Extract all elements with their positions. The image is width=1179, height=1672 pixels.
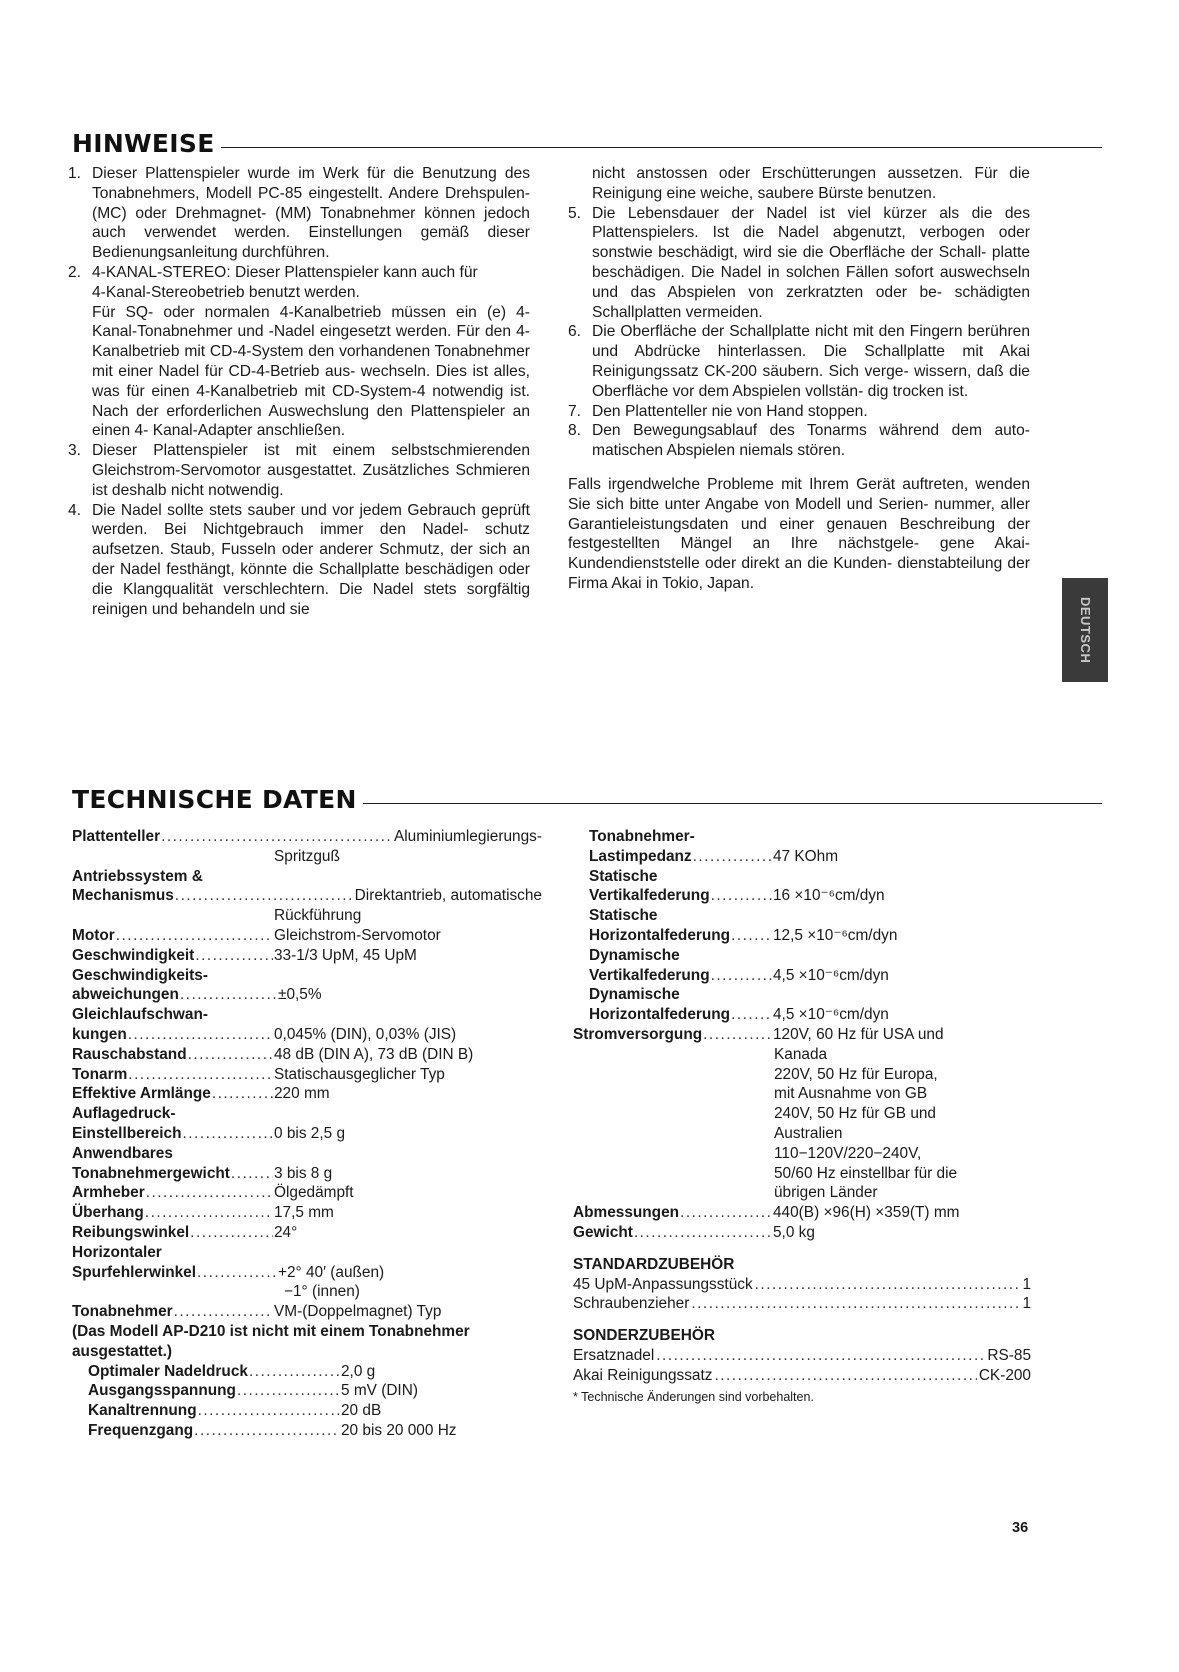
- spec-row: Stromversorgung ..... 120V, 60 Hz für USA und: [573, 1025, 1031, 1045]
- specs-right-column: [573, 827, 1031, 1406]
- spec-value-cont: mit Ausnahme von GB: [774, 1085, 928, 1103]
- spec-value-cont: Australien: [774, 1124, 843, 1142]
- spec-label: Auflagedruck-: [72, 1105, 176, 1123]
- spec-row: Überhang ..... 17,5 mm: [72, 1203, 542, 1223]
- spec-row: Tonabnehmer ..... VM-(Doppelmagnet) Typ: [72, 1302, 542, 1322]
- spec-label: Dynamische: [589, 946, 680, 964]
- spec-row: Mechanismus ..... Direktantrieb, automatische: [72, 886, 542, 906]
- header-rule: [363, 803, 1102, 804]
- note-continuation: nicht anstossen oder Erschütterungen aussetzen. Für die Reinigung eine weiche, saubere Bürste benutzen.: [592, 165, 1030, 202]
- spec-row: Geschwindigkeit ..... 33-1/3 UpM, 45 UpM: [72, 946, 542, 966]
- note-item: 7. Den Plattenteller nie von Hand stoppen.: [568, 402, 868, 420]
- spec-row: Kanaltrennung ..... 20 dB: [88, 1401, 542, 1421]
- hinweise-title: HINWEISE: [72, 129, 215, 158]
- spec-value-cont: 50/60 Hz einstellbar für die: [774, 1164, 958, 1182]
- spec-value-cont: übrigen Länder: [774, 1184, 878, 1202]
- spec-label: Tonabnehmer-: [589, 828, 695, 845]
- spec-value-cont: 110−120V/220−240V,: [774, 1144, 922, 1162]
- note-item: 3. Dieser Plattenspieler ist mit einem selbstschmierenden Gleichstrom-Servomotor ausgestattet. Zusätzliches Schmieren ist deshalb nicht notwendig.: [68, 442, 530, 499]
- accessory-row: Ersatznadel ..... RS-85: [573, 1346, 1031, 1366]
- cartridge-note: ausgestattet.): [72, 1342, 173, 1360]
- spec-value-cont: −1° (innen): [284, 1283, 360, 1301]
- note-item: 6. Die Oberfläche der Schallplatte nicht mit den Fingern berühren und Abdrücke hinterlassen. Die Schallplatte mit Akai Reinigungssatz CK-200 säubern. Sich verge- wissern, daß die Oberfläche vor dem Abspielen vollstän- dig trocken ist.: [568, 323, 1031, 400]
- spec-row: Motor ..... Gleichstrom-Servomotor: [72, 926, 542, 946]
- spec-value-cont: 240V, 50 Hz für GB und: [774, 1105, 936, 1123]
- spec-row: Einstellbereich ..... 0 bis 2,5 g: [72, 1124, 542, 1144]
- service-paragraph: Falls irgendwelche Probleme mit Ihrem Gerät auftreten, wenden Sie sich bitte unter Angabe von Modell und Serien- nummer, aller Garantieleistungsdaten und einer genauen Beschreibung der festgestellten Mängel an Ihre nächstgele- gene Akai-Kundendienststelle oder direkt an die Kunden- dienstabteilung der Firma Akai in Tokio, Japan.: [568, 475, 1030, 592]
- spec-row: Horizontalfederung ..... 4,5 ×10⁻⁶cm/dyn: [589, 1005, 1031, 1025]
- cartridge-specs-cont: [573, 827, 1031, 1025]
- spec-row: Tonarm ..... Statischausgeglicher Typ: [72, 1065, 542, 1085]
- header-rule: [221, 147, 1102, 148]
- standard-accessories-title: STANDARDZUBEHÖR: [573, 1255, 735, 1273]
- spec-label: Dynamische: [589, 986, 680, 1004]
- spec-row: Vertikalfederung ..... 16 ×10⁻⁶cm/dyn: [589, 886, 1031, 906]
- spec-row: Ausgangsspannung ..... 5 mV (DIN): [88, 1381, 542, 1401]
- accessory-row: Akai Reinigungssatz ..... CK-200: [573, 1366, 1031, 1386]
- spec-row: Horizontalfederung ..... 12,5 ×10⁻⁶cm/dyn: [589, 926, 1031, 946]
- spec-label: Anwendbares: [72, 1144, 173, 1162]
- hinweise-header: [72, 130, 1102, 158]
- spec-row: Effektive Armlänge ..... 220 mm: [72, 1084, 542, 1104]
- spec-row: Gewicht ..... 5,0 kg: [573, 1223, 1031, 1243]
- spec-row: Armheber ..... Ölgedämpft: [72, 1183, 542, 1203]
- spec-value-cont: Kanada: [774, 1045, 828, 1063]
- hinweise-right-column: [568, 164, 1030, 594]
- spec-label: Gleichlaufschwan-: [72, 1006, 208, 1024]
- cartridge-specs: [72, 1362, 542, 1441]
- footnote: * Technische Änderungen sind vorbehalten.: [573, 1389, 814, 1404]
- power-supply-details: [573, 1045, 1031, 1203]
- note-item: 8. Den Bewegungsablauf des Tonarms während dem auto- matischen Abspielen niemals stören.: [568, 422, 1030, 460]
- technische-daten-header: [72, 786, 1102, 814]
- spec-value-cont: 220V, 50 Hz für Europa,: [774, 1065, 938, 1083]
- spec-label: Antriebssystem &: [72, 867, 203, 885]
- spec-row: Vertikalfederung ..... 4,5 ×10⁻⁶cm/dyn: [589, 966, 1031, 986]
- spec-row: Optimaler Nadeldruck ..... 2,0 g: [88, 1362, 542, 1382]
- spec-label: Statische: [589, 867, 658, 885]
- spec-value-cont: Rückführung: [274, 907, 362, 925]
- spec-row: Tonabnehmergewicht ..... 3 bis 8 g: [72, 1164, 542, 1184]
- spec-row: Frequenzgang ..... 20 bis 20 000 Hz: [88, 1421, 542, 1441]
- spec-label: Geschwindigkeits-: [72, 966, 208, 984]
- spec-row: abweichungen ..... ±0,5%: [72, 985, 542, 1005]
- note-item: 2. 4-KANAL-STEREO: Dieser Plattenspieler kann auch für 4-Kanal-Stereobetrieb benutzt werden. Für SQ- oder normalen 4-Kanalbetrieb müssen ein (e) 4- Kanal-Tonabnehmer und -Nadel eingesetzt werden. Für den 4-Kanalbetrieb mit CD-4-System den vorhandenen Tonabnehmer mit einer Nadel für CD-4-Betrieb aus- wechseln. Dies ist alles, was für einen 4-Kanalbetrieb mit CD-System-4 notwendig ist. Nach der erforderlichen Auswechslung den Plattenspieler an einen 4- Kanal-Adapter anschließen.: [68, 263, 530, 440]
- note-item: 5. Die Lebensdauer der Nadel ist viel kürzer als die des Plattenspielers. Ist die Nadel abgenutzt, verbogen oder sonstwie beschädigt, wird sie die Oberfläche der Schall- platte beschädigen. Die Nadel in solchen Fällen sofort auswechseln und das Abspielen von zerkratzten oder be- schädigten Schallplatten vermeiden.: [568, 204, 1030, 321]
- hinweise-left-column: [68, 164, 530, 619]
- cartridge-note: (Das Modell AP-D210 ist nicht mit einem Tonabnehmer: [72, 1322, 470, 1340]
- spec-label: Horizontaler: [72, 1243, 162, 1261]
- note-item: 4. Die Nadel sollte stets sauber und vor jedem Gebrauch geprüft werden. Bei Nichtgebrauch immer den Nadel- schutz aufsetzen. Staub, Fusseln oder anderer Schmutz, der sich an der Nadel festhängt, könnte die Schallplatte beschädigen oder die Klangqualität verschlechtern. Die Nadel stets sorgfältig reinigen und behandeln und sie: [68, 501, 530, 618]
- page-number: 36: [1012, 1520, 1029, 1536]
- spec-value-cont: Spritzguß: [274, 847, 340, 865]
- spec-row: Plattenteller ..... Aluminiumlegierungs-: [72, 827, 542, 847]
- spec-row: Spurfehlerwinkel ..... +2° 40′ (außen): [72, 1263, 542, 1283]
- spec-row: Abmessungen ..... 440(B) ×96(H) ×359(T) mm: [573, 1203, 1031, 1223]
- spec-row: kungen ..... 0,045% (DIN), 0,03% (JIS): [72, 1025, 542, 1045]
- spec-label: Statische: [589, 907, 658, 925]
- accessory-row: Schraubenzieher ..... 1: [573, 1294, 1031, 1314]
- spec-row: Reibungswinkel ..... 24°: [72, 1223, 542, 1243]
- accessory-row: 45 UpM-Anpassungsstück ..... 1: [573, 1275, 1031, 1295]
- spec-row: Rauschabstand ..... 48 dB (DIN A), 73 dB (DIN B): [72, 1045, 542, 1065]
- technische-daten-title: TECHNISCHE DATEN: [72, 785, 357, 814]
- spec-row: Lastimpedanz ..... 47 KOhm: [589, 847, 1031, 867]
- optional-accessories-title: SONDERZUBEHÖR: [573, 1327, 715, 1345]
- language-tab: DEUTSCH: [1062, 578, 1108, 682]
- specs-left-column: [72, 827, 542, 1441]
- note-item: 1. Dieser Plattenspieler wurde im Werk für die Benutzung des Tonabnehmers, Modell PC-85 eingestellt. Andere Drehspulen- (MC) oder Drehmagnet- (MM) Tonabnehmer können jedoch auch verwendet werden. Einstellungen gemäß dieser Bedienungsanleitung durchführen.: [68, 165, 530, 262]
